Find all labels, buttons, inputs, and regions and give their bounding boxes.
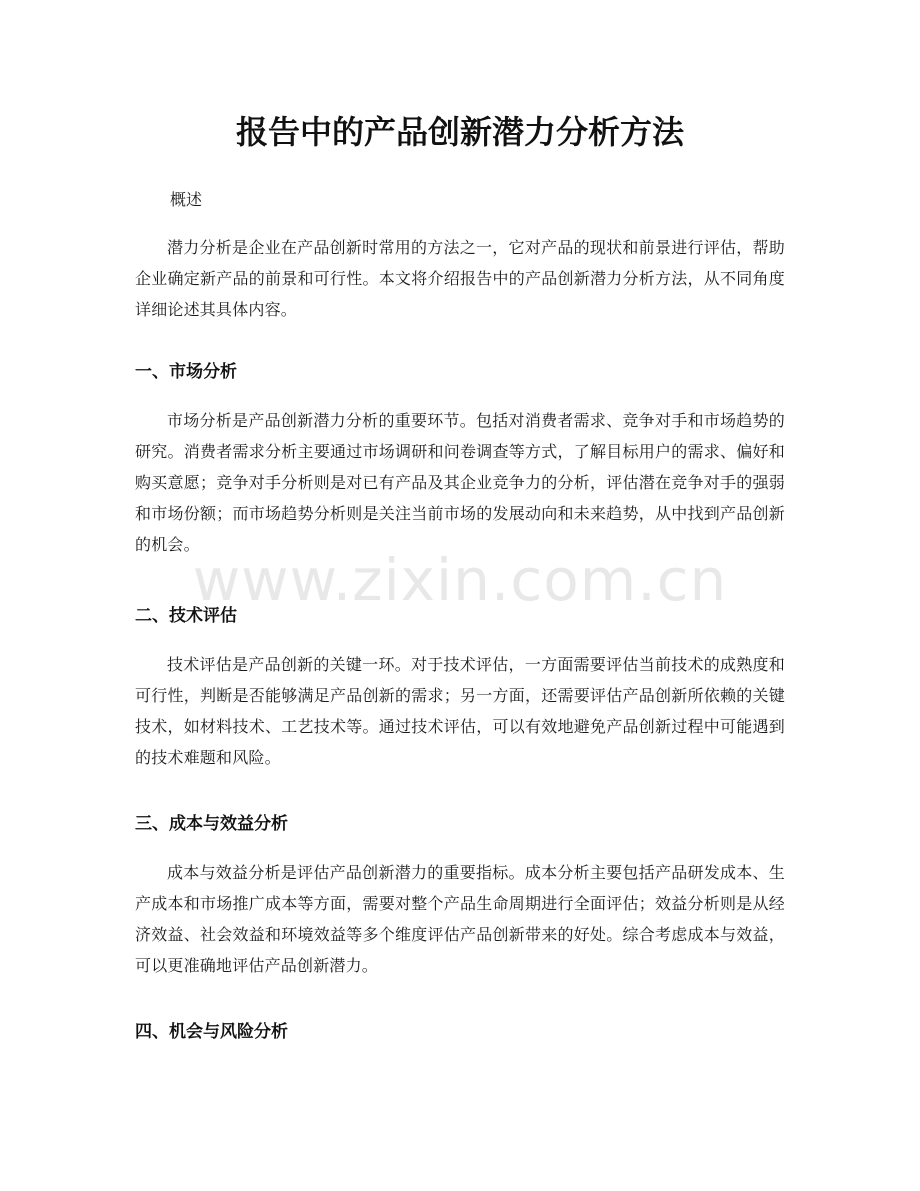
- section-paragraph-cost-benefit: 成本与效益分析是评估产品创新潜力的重要指标。成本分析主要包括产品研发成本、生产成本和市场推广成本等方面，需要对整个产品生命周期进行全面评估；效益分析则是从经济效益、社会效益和环境效益等多个维度评估产品创新带来的好处。综合考虑成本与效益，可以更准确地评估产品创新潜力。: [135, 863, 785, 975]
- section-paragraph-market: 市场分析是产品创新潜力分析的重要环节。包括对消费者需求、竞争对手和市场趋势的研究。消费者需求分析主要通过市场调研和问卷调查等方式，了解目标用户的需求、偏好和购买意愿；竞争对手分析则是对已有产品及其企业竞争力的分析，评估潜在竞争对手的强弱和市场份额；而市场趋势分析则是关注当前市场的发展动向和未来趋势，从中找到产品创新的机会。: [135, 411, 785, 554]
- section-heading-technology: 二、技术评估: [135, 606, 237, 626]
- section-paragraph-technology: 技术评估是产品创新的关键一环。对于技术评估，一方面需要评估当前技术的成熟度和可行性，判断是否能够满足产品创新的需求；另一方面，还需要评估产品创新所依赖的关键技术，如材料技术、工艺技术等。通过技术评估，可以有效地避免产品创新过程中可能遇到的技术难题和风险。: [135, 655, 785, 767]
- watermark: www.zixin.com.cn: [192, 546, 728, 614]
- section-heading-opportunity-risk: 四、机会与风险分析: [135, 1022, 288, 1042]
- section-heading-cost-benefit: 三、成本与效益分析: [135, 814, 288, 834]
- document-title: 报告中的产品创新潜力分析方法: [235, 113, 684, 151]
- overview-paragraph: 潜力分析是企业在产品创新时常用的方法之一，它对产品的现状和前景进行评估，帮助企业确定新产品的前景和可行性。本文将介绍报告中的产品创新潜力分析方法，从不同角度详细论述其具体内容。: [135, 238, 785, 319]
- overview-label: 概述: [170, 190, 203, 209]
- section-heading-market: 一、市场分析: [135, 362, 237, 382]
